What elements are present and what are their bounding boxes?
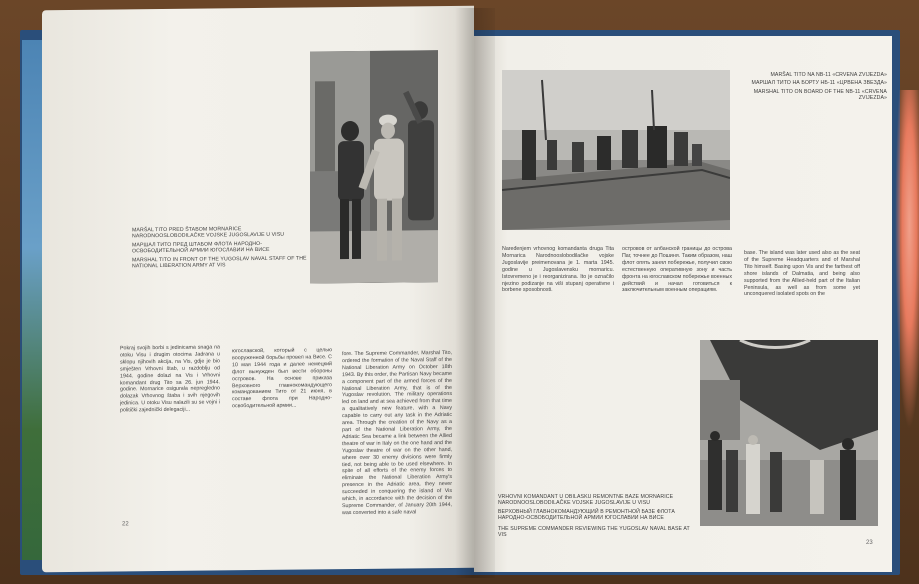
photo-naval-base xyxy=(700,340,878,526)
right-top-caption-hr: MARŠAL TITO NA NB-11 «CRVENA ZVIJEZDA» xyxy=(770,72,887,78)
left-photo-caption-en: MARSHAL TITO IN FRONT OF THE YUGOSLAV NAVAL STAFF OF THE NATIONAL LIBERATION ARMY AT VIS xyxy=(132,255,307,270)
right-bottom-caption xyxy=(498,494,698,538)
right-bottom-caption-en: THE SUPREME COMMANDER REVIEWING THE YUGOSLAV NAVAL BASE AT VIS xyxy=(498,525,690,539)
right-page-number: 23 xyxy=(866,540,873,546)
left-page-number: 22 xyxy=(122,521,129,528)
right-top-caption xyxy=(742,72,887,102)
left-text-col1: Pokraj svojih borbi s jedinicama snaga na otoku Visu i drugim otocima Jadrana u sklopu njihovih akcija, na Vis, gdje je bio smješten Vrhovni štab, u razdoblju od 1944. godine dolazi na Vis i Vrhovni komandant drug Tito sa 26. jun 1944. godine. Mornarice osigurala nepregledno dolazak Vrhovnog štaba i svih njegovih jedinica. U otoku Visu nalazili su se vojni i politički zajednički delegaciji... xyxy=(120,344,220,414)
photo-tito-on-boat xyxy=(502,70,730,230)
right-top-caption-en: MARSHAL TITO ON BOARD OF THE NB-11 «CRVENA ZVIJEZDA» xyxy=(753,88,887,102)
left-page xyxy=(42,6,474,573)
right-top-caption-ru: МАРШАЛ ТИТО НА БОРТУ НБ-11 «ЦРВЕНА ЗВЕЗДА» xyxy=(751,80,887,87)
right-text-col2: островов от албанской границы до острова Паг, точнее до Пошиня. Таким образом, наш флот опять занял побережье, получил свою естественную оперативную зону и часть фронта на югославском побережье военных действий и начал готовиться к заключительным военным операциям. xyxy=(622,246,732,294)
right-bottom-caption-ru: ВЕРХОВНЫЙ ГЛАВНОКОМАНДУЮЩИЙ В РЕМОНТНОЙ БАЗЕ ФЛОТА НАРОДНО-ОСВОБОДИТЕЛЬНОЙ АРМИИ ЮГОСЛАВИИ НА ВИСЕ xyxy=(498,508,675,522)
right-bottom-caption-hr: VRHOVNI KOMANDANT U OBILASKU REMONTNE BAZE MORNARICE NARODNOOSLOBODILAČKE VOJSKE JUGOSLAVIJE U VISU xyxy=(498,494,674,507)
left-text-col3: fore. The Supreme Commander, Marshal Tito, ordered the formation of the Naval Staff of the National Liberation Army on October 18th 1943. By this order, the Partisan Navy became a component part of the armed forces of the National Liberation Army, that is of the Yugoslav revolution. The military operations led on land and at sea achieved from that time a qualitatively new feature, with a Navy capable to carry out any task in the Adriatic area. Through the creation of the Navy as a part of the National Liberation Army, the Adriatic Sea became a link between the Allied theatre of war in Italy on the one hand and the Yugoslav theatre of war on the other hand, where over 30 enemy divisions were firmly tied, not being able to be used elsewhere. In spite of all efforts of the enemy forces to eliminate the National Liberation Army's presence in the Adriatic area, they never succeeded in conquering the island of Vis which, in accordance with the decision of the Supreme Commander, of January 20th 1944, was converted into a safe naval xyxy=(342,349,452,516)
left-photo-caption-ru: МАРШАЛ ТИТО ПРЕД ШТАБОМ ФЛОТА НАРОДНО-ОСВОБОДИТЕЛЬНОЙ АРМИИ ЮГОСЛАВИИ НА ВИСЕ xyxy=(132,240,270,255)
right-text-col1: Naređenjem vrhovnog komandanta druga Tita Mornarica Narodnooslobodilačke vojske Jugoslavije preimenovana je 1. marta 1945. godine u Jugoslavensku mornaricu. Istovremeno je i reorganizirana. Ito je označilo njezino podizanje na viši stupanj operativne i borbene sposobnosti. xyxy=(502,246,614,294)
background-flower xyxy=(895,90,919,430)
left-photo-caption xyxy=(132,225,312,269)
photo-tito-walking xyxy=(310,50,438,283)
right-text-col3: base. The island was later used also as the seat of the Supreme Headquarters and of Marshal Tito himself. Basing upon Vis and the farthest off shore islands of Dalmatia, and being also supported from the Allied-held part of the Italian Peninsula, as well as from some yet unconquered isolated spots on the xyxy=(744,250,860,298)
photo-naval-base-art xyxy=(700,340,878,526)
photo-tito-walking-art xyxy=(310,50,438,283)
photo-tito-on-boat-art xyxy=(502,70,730,230)
right-page xyxy=(474,36,892,572)
left-photo-caption-hr: MARŠAL TITO PRED ŠTABOM MORNARICE NARODNOOSLOBODILAČKE VOJSKE JUGOSLAVIJE U VISU xyxy=(132,226,285,240)
left-text-col2: югославской, который с целью вооруженной борьбы провел на Висе. С 10 мая 1944 года и далее немецкий флот вынужден был вести обороны островов. На основе приказа Верховного главнокомандующего командованием Тито от 21 июня, в составе флота при Народно-освободительной армии... xyxy=(232,347,332,410)
